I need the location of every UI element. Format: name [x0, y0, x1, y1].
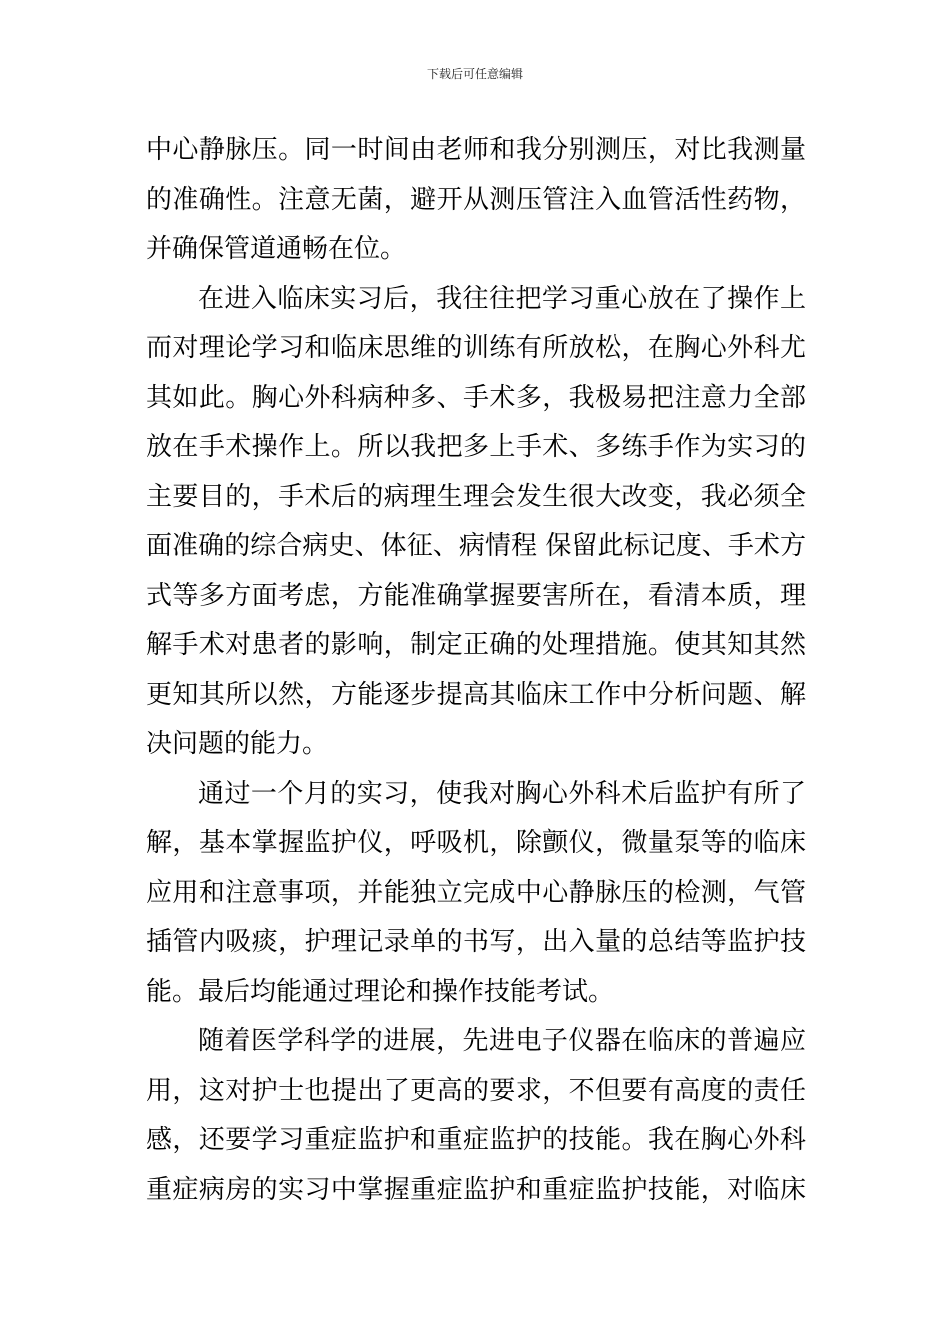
text-line: 插管内吸痰，护理记录单的书写，出入量的总结等监护技 [146, 927, 806, 957]
page-header: 下载后可任意编辑 [426, 67, 523, 81]
text-line: 随着医学科学的进展，先进电子仪器在临床的普遍应 [198, 1026, 806, 1056]
text-line: 用，这对护士也提出了更高的要求，不但要有高度的责任 [146, 1075, 806, 1106]
text-line: 中心静脉压。同一时间由老师和我分别测压，对比我测量 [146, 135, 806, 165]
text-line: 面准确的综合病史、体征、病情程 保留此标记度、手术方 [146, 531, 806, 561]
text-line: 更知其所以然，方能逐步提高其临床工作中分析问题、解 [146, 679, 806, 710]
text-line: 能。最后均能通过理论和操作技能考试。 [146, 976, 615, 1007]
document-body [146, 126, 806, 1215]
text-line: 并确保管道通畅在位。 [146, 234, 407, 264]
text-line: 应用和注意事项，并能独立完成中心静脉压的检测，气管 [146, 877, 806, 908]
text-line: 式等多方面考虑，方能准确掌握要害所在，看清本质，理 [146, 580, 806, 611]
text-line: 而对理论学习和临床思维的训练有所放松，在胸心外科尤 [146, 333, 806, 363]
text-line: 在进入临床实习后，我往往把学习重心放在了操作上 [198, 283, 806, 314]
text-line: 解手术对患者的影响，制定正确的处理措施。使其知其然 [146, 630, 806, 660]
text-line: 主要目的，手术后的病理生理会发生很大改变，我必须全 [146, 481, 806, 512]
text-line: 重症病房的实习中掌握重症监护和重症监护技能，对临床 [146, 1174, 806, 1205]
text-line: 其如此。胸心外科病种多、手术多，我极易把注意力全部 [146, 382, 806, 413]
text-line: 放在手术操作上。所以我把多上手术、多练手作为实习的 [146, 432, 806, 462]
text-line: 通过一个月的实习，使我对胸心外科术后监护有所了 [198, 778, 806, 809]
text-line: 感，还要学习重症监护和重症监护的技能。我在胸心外科 [146, 1125, 806, 1155]
text-line: 的准确性。注意无菌，避开从测压管注入血管活性药物， [146, 184, 806, 215]
text-line: 解，基本掌握监护仪，呼吸机，除颤仪，微量泵等的临床 [146, 828, 806, 858]
text-line: 决问题的能力。 [146, 729, 329, 759]
